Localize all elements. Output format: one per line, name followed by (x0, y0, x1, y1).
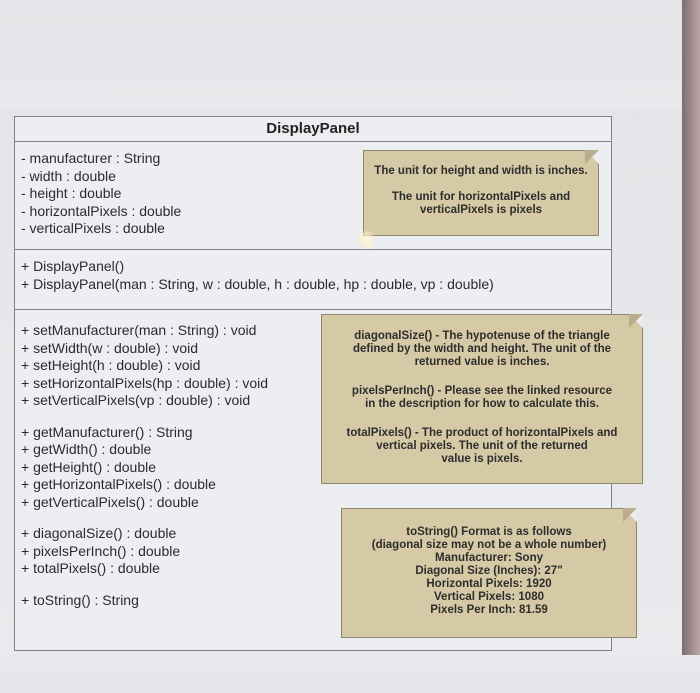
attribute-vertical-pixels: - verticalPixels : double (21, 220, 165, 236)
tostring-note-line: Horizontal Pixels: 1920 (426, 578, 552, 590)
methods-note-total-c: value is pixels. (441, 453, 523, 465)
attribute-manufacturer: - manufacturer : String (21, 150, 161, 166)
methods-note (321, 314, 643, 484)
methods-note-ppi-a: pixelsPerInch() - Please see the linked resource (351, 385, 613, 397)
methods-note-diag-b: defined by the width and height. The unit of the (352, 343, 612, 355)
method-set-vertical-pixels: + setVerticalPixels(vp : double) : void (21, 392, 251, 408)
method-diagonal-size: + diagonalSize() : double (21, 525, 177, 541)
tostring-note-line: Vertical Pixels: 1080 (434, 591, 544, 603)
method-get-horizontal-pixels: + getHorizontalPixels() : double (21, 476, 216, 492)
method-set-height: + setHeight(h : double) : void (21, 357, 201, 373)
tostring-note-line: toString() Format is as follows (406, 526, 572, 538)
adjacent-window-strip (682, 0, 700, 693)
tostring-note-line: (diagonal size may not be a whole number) (371, 539, 607, 551)
units-note (363, 150, 599, 236)
attribute-width: - width : double (21, 167, 116, 184)
methods-note-diag-a: diagonalSize() - The hypotenuse of the triangle (354, 330, 610, 342)
units-note-line1: The unit for height and width is inches. (374, 165, 588, 177)
method-set-horizontal-pixels: + setHorizontalPixels(hp : double) : void (21, 374, 269, 391)
method-get-height: + getHeight() : double (21, 458, 157, 475)
page-top-margin (0, 0, 700, 110)
tostring-note-line: Pixels Per Inch: 81.59 (430, 604, 548, 616)
tostring-note-line: Manufacturer: Sony (435, 552, 543, 564)
method-get-vertical-pixels: + getVerticalPixels() : double (21, 493, 199, 510)
methods-note-diag-c: returned value is inches. (414, 356, 550, 368)
units-note-line2b: verticalPixels is pixels (419, 204, 543, 216)
units-note-line2a: The unit for horizontalPixels and (391, 191, 571, 203)
operations-compartment (15, 310, 618, 650)
attribute-horizontal-pixels: - horizontalPixels : double (21, 202, 182, 219)
constructors-compartment (15, 250, 611, 310)
method-set-manufacturer: + setManufacturer(man : String) : void (21, 322, 257, 338)
method-pixels-per-inch: + pixelsPerInch() : double (21, 542, 181, 559)
class-name: DisplayPanel (15, 117, 611, 142)
note-fold (585, 150, 599, 164)
tostring-note-line: Diagonal Size (Inches): 27" (415, 565, 563, 577)
tostring-note (341, 508, 637, 638)
note-fold (629, 314, 643, 328)
light-glare (356, 230, 376, 250)
uml-class-diagram (14, 116, 618, 651)
method-get-width: + getWidth() : double (21, 441, 152, 457)
methods-note-ppi-b: in the description for how to calculate this. (365, 398, 599, 410)
methods-note-total-b: vertical pixels. The unit of the returned (376, 440, 588, 452)
method-set-width: + setWidth(w : double) : void (21, 339, 199, 356)
attributes-compartment (15, 142, 611, 250)
methods-note-total-a: totalPixels() - The product of horizontalPixels and (346, 427, 618, 439)
method-to-string: + toString() : String (21, 591, 139, 608)
constructor-full: + DisplayPanel(man : String, w : double, h : double, hp : double, vp : double) (21, 275, 494, 292)
note-fold (623, 508, 637, 522)
attribute-height: - height : double (21, 185, 122, 201)
method-get-manufacturer: + getManufacturer() : String (21, 423, 193, 440)
page-bottom-margin (0, 655, 700, 693)
constructor-default: + DisplayPanel() (21, 258, 125, 274)
method-total-pixels: + totalPixels() : double (21, 560, 160, 576)
